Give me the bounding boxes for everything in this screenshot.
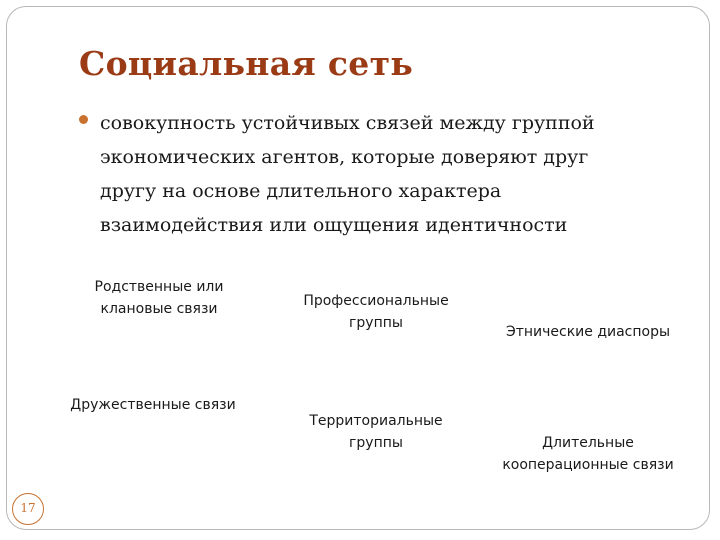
category-friendship-line-1: Дружественные связи [70, 397, 236, 413]
category-cooperation [496, 432, 680, 476]
category-territorial [296, 410, 456, 454]
slide-number: 17 [20, 501, 36, 515]
category-friendship [68, 394, 238, 416]
category-ethnic-line-1: Этнические диаспоры [505, 324, 671, 340]
category-cooperation-line-1: Длительные [542, 435, 634, 451]
slide-number-badge [12, 493, 44, 525]
category-territorial-line-2: группы [349, 435, 403, 451]
category-professional-line-2: группы [349, 315, 403, 331]
category-kinship-line-1: Родственные или [94, 279, 224, 295]
category-professional-line-1: Профессиональные [303, 293, 449, 309]
bullet-dot-icon [79, 115, 88, 124]
bullet-line-2: экономических агентов, которые доверяют друг [100, 146, 589, 168]
bullet-line-3: другу на основе длительного характера [100, 180, 502, 202]
category-cooperation-line-2: кооперационные связи [502, 457, 674, 473]
slide-title: Социальная сеть [79, 44, 414, 83]
category-kinship-line-2: клановые связи [100, 301, 218, 317]
category-professional [296, 290, 456, 334]
category-territorial-line-1: Территориальные [309, 413, 443, 429]
bullet-text [100, 106, 668, 242]
bullet-line-1: совокупность устойчивых связей между группой [100, 112, 595, 134]
bullet-line-4: взаимодействия или ощущения идентичности [100, 214, 568, 236]
category-kinship [78, 276, 240, 320]
category-ethnic [498, 321, 678, 343]
